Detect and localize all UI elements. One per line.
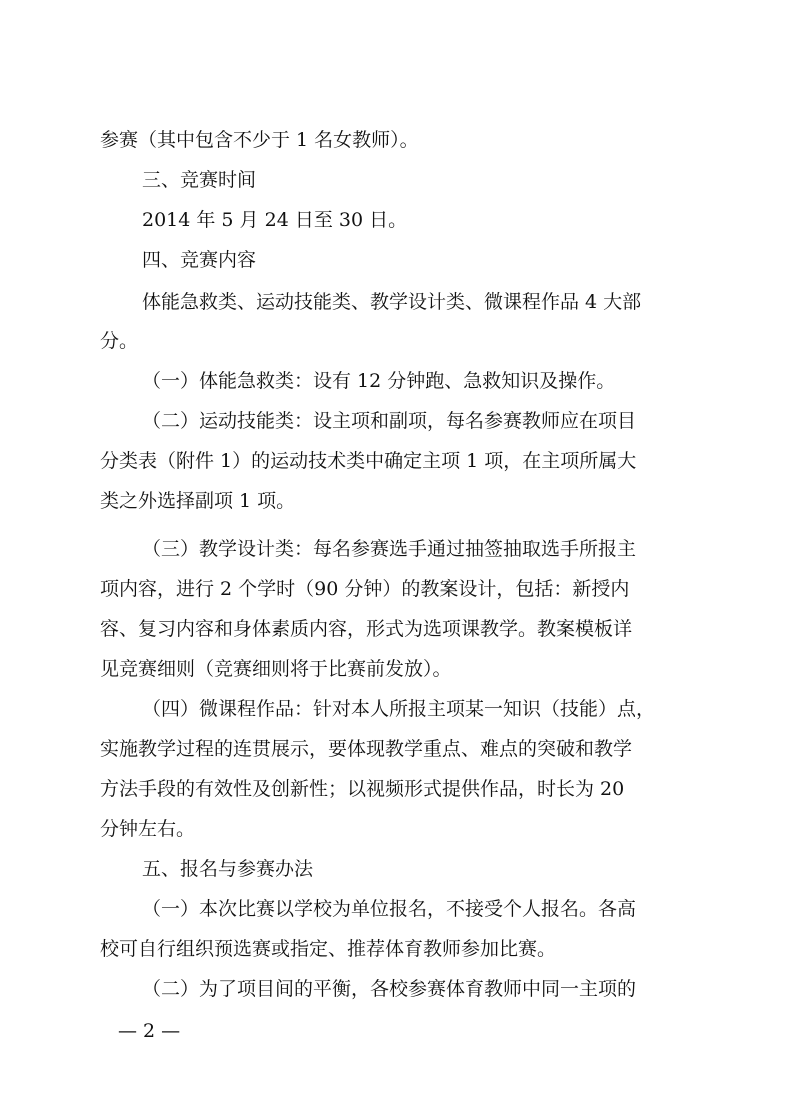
- text-line: 2014 年 5 月 24 日至 30 日。: [142, 209, 408, 231]
- text-line: （二）运动技能类：设主项和副项，每名参赛教师应在项目: [142, 410, 637, 432]
- text-line: （三）教学设计类：每名参赛选手通过抽签抽取选手所报主: [142, 538, 637, 560]
- text-line: 分。: [100, 330, 139, 352]
- text-line: 分钟左右。: [100, 818, 196, 840]
- text-line: （一）体能急救类：设有 12 分钟跑、急救知识及操作。: [142, 370, 616, 392]
- text-line: 参赛（其中包含不少于 1 名女教师）。: [100, 129, 419, 151]
- text-line: （二）为了项目间的平衡，各校参赛体育教师中同一主项的: [142, 978, 637, 1000]
- text-line: 项内容，进行 2 个学时（90 分钟）的教案设计，包括：新授内: [100, 578, 630, 600]
- text-line: 方法手段的有效性及创新性；以视频形式提供作品，时长为 20: [100, 778, 625, 800]
- text-line: 类之外选择副项 1 项。: [100, 490, 296, 512]
- text-line: 容、复习内容和身体素质内容，形式为选项课教学。教案模板详: [100, 618, 633, 640]
- text-line: 实施教学过程的连贯展示，要体现教学重点、难点的突破和教学: [100, 738, 633, 760]
- text-line: 分类表（附件 1）的运动技术类中确定主项 1 项，在主项所属大: [100, 450, 637, 472]
- section-heading-registration: 五、报名与参赛办法: [142, 858, 314, 880]
- page-number: — 2 —: [118, 1020, 181, 1042]
- section-heading-competition-content: 四、竞赛内容: [142, 249, 257, 271]
- text-line: （四）微课程作品：针对本人所报主项某一知识（技能）点，: [142, 698, 656, 720]
- section-heading-competition-time: 三、竞赛时间: [142, 169, 257, 191]
- text-line: 体能急救类、运动技能类、教学设计类、微课程作品 4 大部: [142, 291, 642, 313]
- text-line: 见竞赛细则（竞赛细则将于比赛前发放）。: [100, 658, 452, 680]
- text-line: 校可自行组织预选赛或指定、推荐体育教师参加比赛。: [100, 938, 557, 960]
- text-line: （一）本次比赛以学校为单位报名，不接受个人报名。各高: [142, 898, 637, 920]
